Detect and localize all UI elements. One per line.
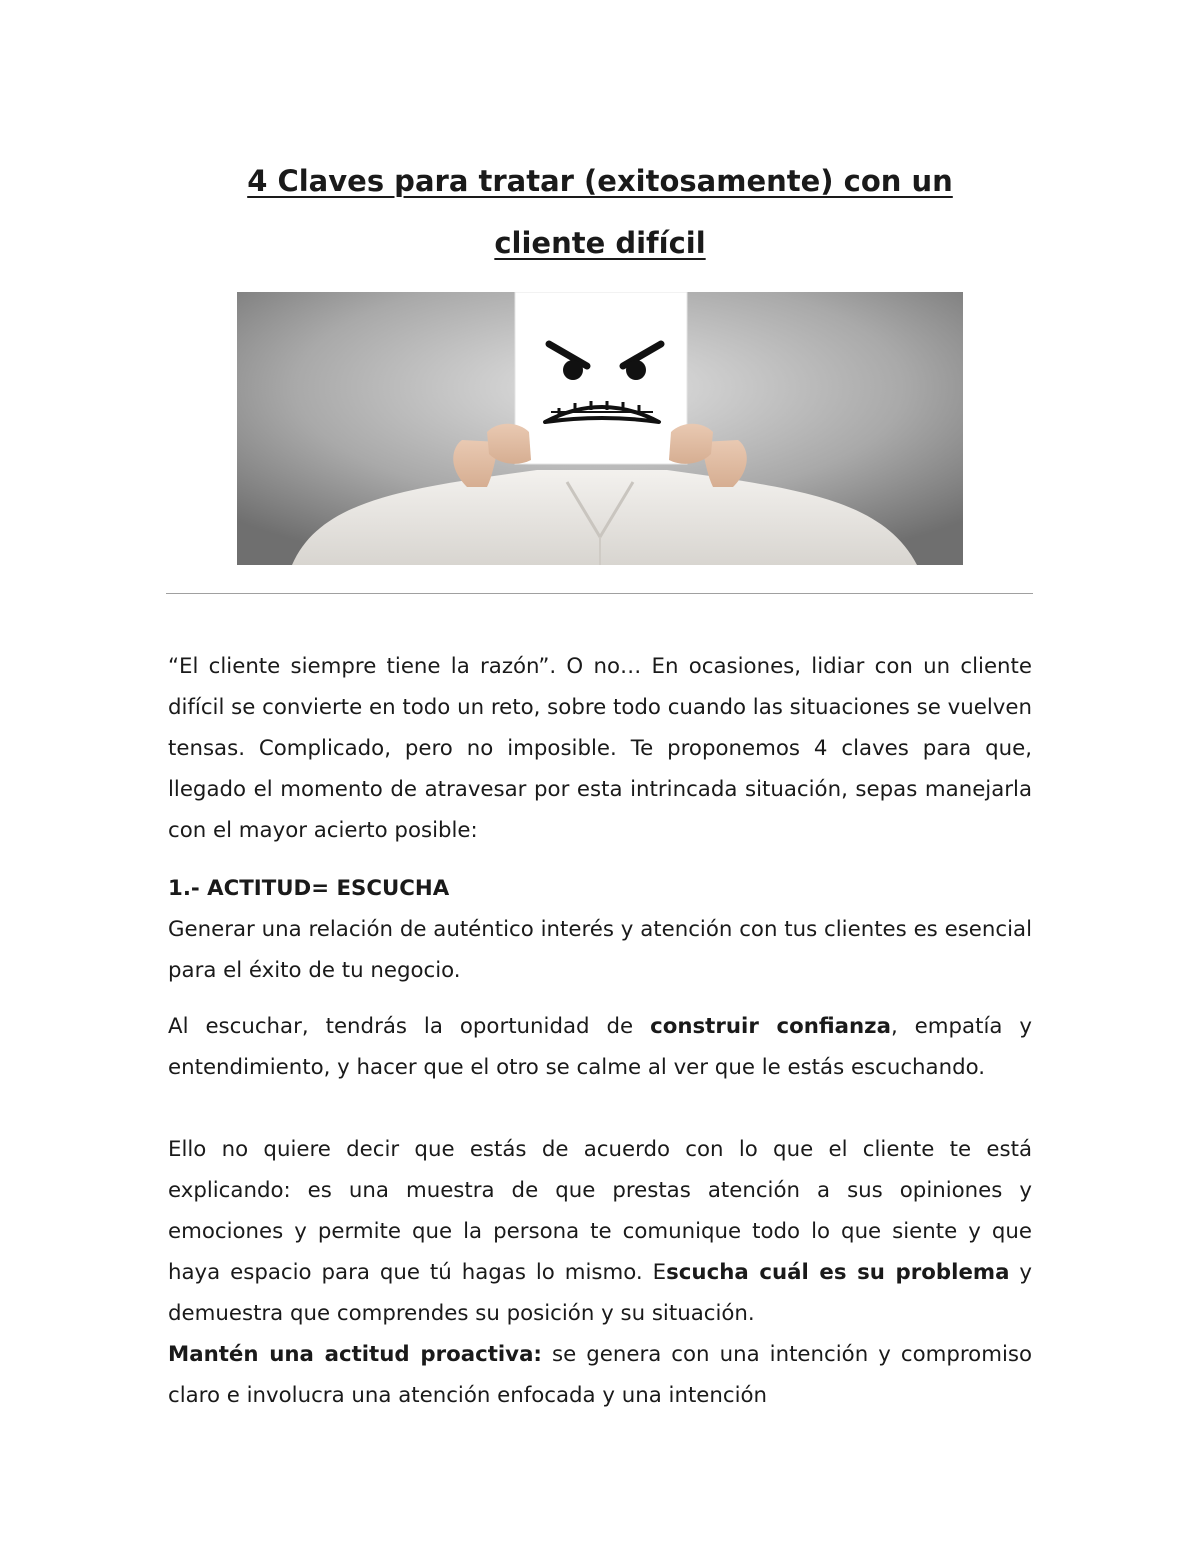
section-1-heading: 1.- ACTITUD= ESCUCHA: [168, 876, 450, 901]
section-1-paragraph-2: [168, 1006, 1032, 1088]
section-1-paragraph-1: Generar una relación de auténtico interés y atención con tus clientes es esencial para el éxito de tu negocio.: [168, 917, 1032, 983]
angry-face-photo: [237, 292, 963, 565]
bold-phrase-construir-confianza: construir confianza: [650, 1014, 891, 1039]
bold-phrase-escucha: scucha cuál es su problema: [666, 1260, 1010, 1285]
intro-paragraph: “El cliente siempre tiene la razón”. O no… En ocasiones, lidiar con un cliente difícil se convierte en todo un reto, sobre todo cuando las situaciones se vuelven tensas. Complicado, pero no imposible. Te proponemos 4 claves para que, llegado el momento de atravesar por esta intrincada situación, sepas manejarla con el mayor acierto posible:: [168, 654, 1032, 843]
text-run: , empatía y entendimiento, y hacer que el otro se calme al ver que le estás escuchando.: [168, 1014, 1032, 1080]
text-run: se genera con una intención y compromiso claro e involucra una atención enfocada y una intención: [168, 1342, 1032, 1408]
text-run: Ello no quiere decir que estás de acuerdo con lo que el cliente te está explicando: es una muestra de que prestas atención a sus opiniones y emociones y permite que la persona te comunique todo lo que siente y que haya espacio para que tú hagas lo mismo. E: [168, 1137, 1032, 1285]
bold-phrase-manten-actitud: Mantén una actitud proactiva:: [168, 1342, 542, 1367]
section-1-paragraph-3: [168, 1129, 1032, 1334]
text-run: Al escuchar, tendrás la oportunidad de: [168, 1014, 651, 1039]
section-1-paragraph-4: [168, 1334, 1032, 1416]
text-run: y demuestra que comprendes su posición y su situación.: [168, 1260, 1033, 1326]
document-title-line-2: cliente difícil: [494, 226, 706, 260]
document-title-line-1: 4 Claves para tratar (exitosamente) con un: [247, 164, 953, 198]
horizontal-divider: [166, 593, 1033, 594]
